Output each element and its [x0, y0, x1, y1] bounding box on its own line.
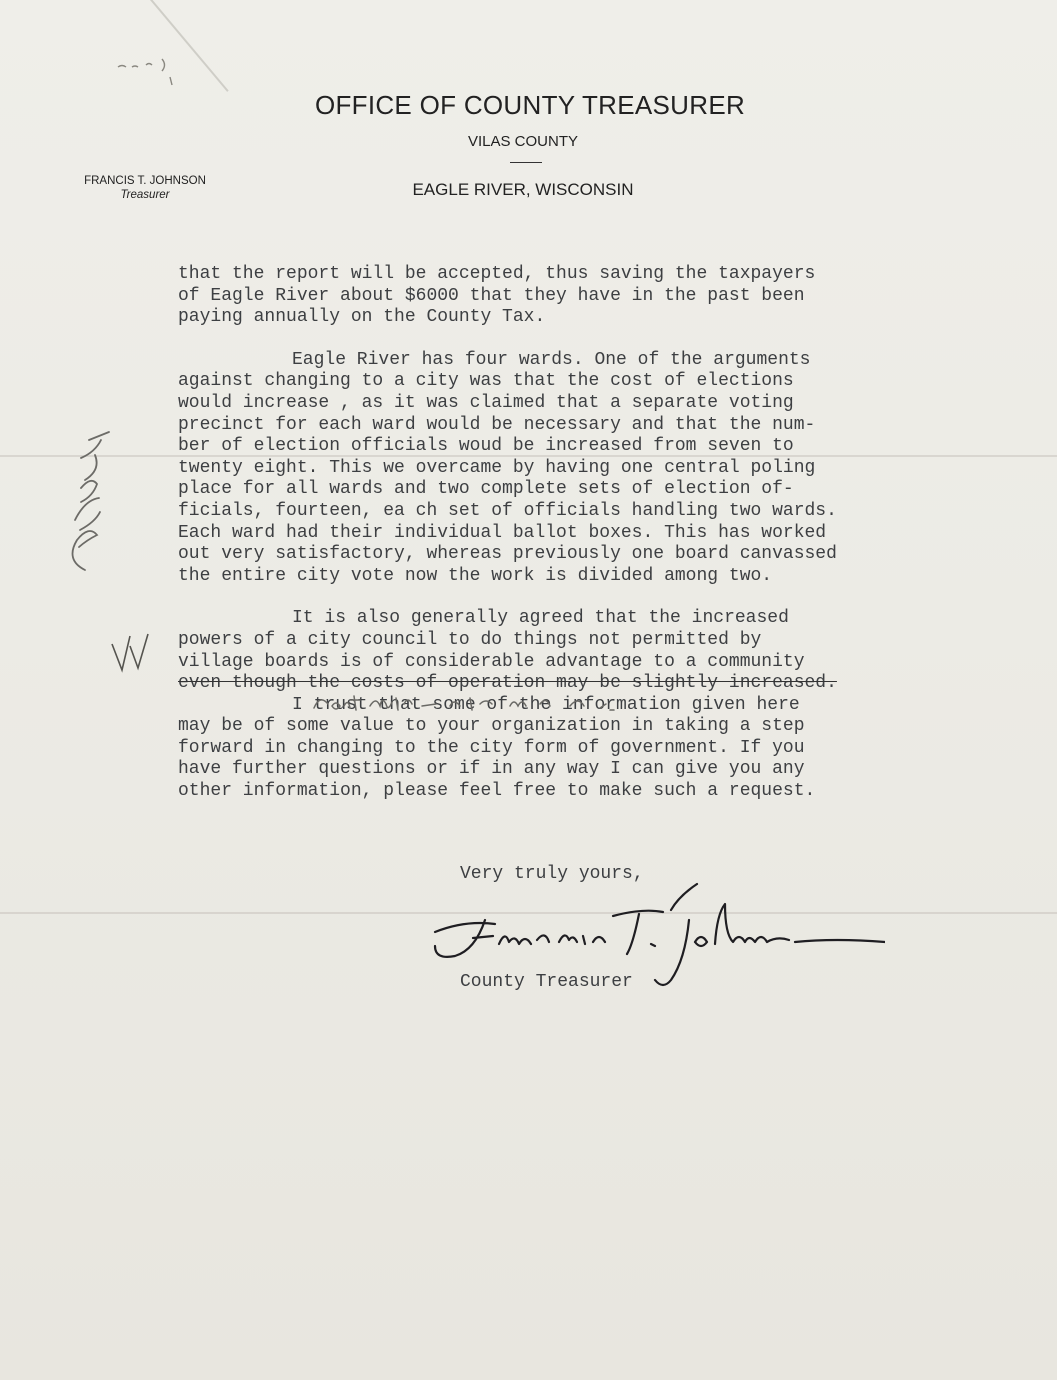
body-line: would increase , as it was claimed that a separate voting [178, 392, 794, 413]
signature-title: County Treasurer [460, 972, 633, 992]
body-line: Eagle River has four wards. One of the arguments [292, 349, 811, 370]
struck-line: even though the costs of operation may be slightly increased. [178, 673, 837, 694]
closing-salutation: Very truly yours, [460, 864, 644, 884]
margin-handwritten-note [55, 410, 130, 580]
body-line: powers of a city council to do things not permitted by [178, 629, 762, 650]
body-line: other information, please feel free to make such a request. [178, 781, 816, 802]
body-line: ber of election officials woud be increased from seven to [178, 436, 794, 457]
body-line: It is also generally agreed that the increased [292, 608, 789, 629]
corner-pencil-mark [112, 55, 182, 95]
letter-body [178, 264, 978, 803]
body-line: twenty eight. This we overcame by having one central poling [178, 457, 816, 478]
sender-role: Treasurer [120, 189, 170, 201]
body-line: Each ward had their individual ballot boxes. This has worked [178, 522, 827, 543]
body-line: the entire city vote now the work is divided among two. [178, 565, 773, 586]
body-line: ficials, fourteen, ea ch set of officials handling two wards. [178, 500, 837, 521]
letterhead-county: VILAS COUNTY [467, 133, 579, 150]
body-line: of Eagle River about $6000 that they have in the past been [178, 285, 805, 306]
interline-handwritten-note [310, 688, 660, 716]
letterhead-city: EAGLE RIVER, WISCONSIN [412, 180, 634, 199]
body-line: precinct for each ward would be necessary and that the num- [178, 414, 816, 435]
body-line: against changing to a city was that the cost of elections [178, 371, 794, 392]
body-line: have further questions or if in any way I can give you any [178, 759, 805, 780]
body-line: paying annually on the County Tax. [178, 307, 546, 328]
body-line: may be of some value to your organization in taking a step [178, 716, 805, 737]
margin-check-marks [108, 630, 156, 674]
body-line: place for all wards and two complete sets of election of- [178, 479, 794, 500]
letterhead-divider [510, 162, 542, 163]
body-line: out very satisfactory, whereas previously one board canvassed [178, 544, 837, 565]
body-line: that the report will be accepted, thus saving the taxpayers [178, 264, 816, 284]
sender-name: FRANCIS T. JOHNSON [84, 175, 206, 187]
body-line: village boards is of considerable advantage to a community [178, 651, 805, 672]
body-line: forward in changing to the city form of government. If you [178, 737, 805, 758]
body-line: I trust that some of the information given here [292, 694, 800, 715]
letterhead-title: OFFICE OF COUNTY TREASURER [314, 90, 746, 120]
